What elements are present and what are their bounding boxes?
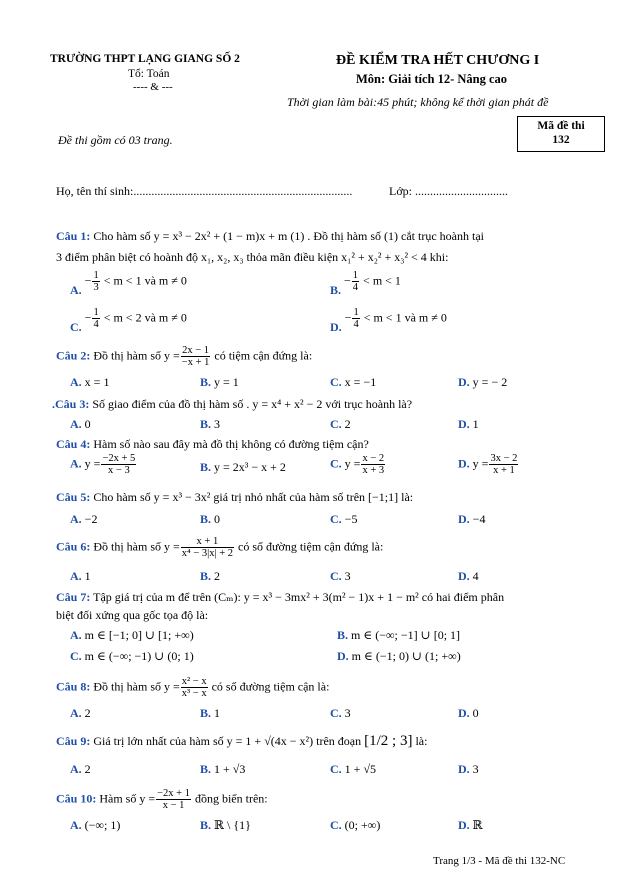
q5-option-c[interactable]: C. −5 (330, 512, 358, 526)
subject: Môn: Giải tích 12- Nâng cao (356, 72, 508, 86)
q9-option-b[interactable]: B. 1 + √3 (200, 762, 246, 776)
question-number: Câu 1: (56, 229, 91, 243)
q5-option-b[interactable]: B. 0 (200, 512, 221, 526)
exam-title: ĐỀ KIỂM TRA HẾT CHƯƠNG I (336, 53, 540, 68)
question-number: Câu 2: (56, 348, 91, 363)
q1-option-d[interactable]: D. − $\frac{1}{4}$ < m < 1 và m ≠ 0 (330, 307, 447, 335)
question-5: Câu 5: Cho hàm số y = x³ − 3x² giá trị nhỏ nhất của hàm số trên [−1;1] là: (56, 490, 414, 504)
student-name-field[interactable]: Họ, tên thí sinh:......................................................................... (56, 184, 353, 198)
q4-option-d[interactable]: D. y = $\frac{3x - 2}{x + 1}$ (458, 453, 518, 476)
question-7-line-2: biệt đối xứng qua gốc tọa độ là: (56, 608, 209, 622)
school-name: TRƯỜNG THPT LẠNG GIANG SỐ 2 (50, 53, 240, 65)
question-7: Câu 7: Tập giá trị của m để trên (Cₘ): y = x³ − 3mx² + 3(m² − 1)x + 1 − m² có hai điểm phân (56, 590, 505, 604)
exam-code-value: 132 (552, 134, 570, 146)
q1-option-b[interactable]: B. − $\frac{1}{4}$ < m < 1 (330, 270, 401, 298)
q9-option-a[interactable]: A. 2 (70, 762, 91, 776)
question-4: Câu 4: Hàm số nào sau đây mà đồ thị không có đường tiệm cận? (56, 437, 369, 451)
question-number: Câu 8: (56, 679, 91, 694)
interval: [1/2 ; 3] (364, 733, 413, 749)
q6-option-b[interactable]: B. 2 (200, 569, 221, 583)
question-2: Câu 2: Đồ thị hàm số y = $\frac{2x - 1}{-x + 1}$ có tiệm cận đứng là: (56, 345, 313, 368)
q10-option-d[interactable]: D. ℝ (458, 818, 483, 832)
q9-option-c[interactable]: C. 1 + √5 (330, 762, 377, 776)
question-1-line-2: 3 điểm phân biệt có hoành độ x₁, x₂, x₃ thỏa mãn điều kiện x₁² + x₂² + x₃² < 4 khi: (56, 250, 449, 264)
q2-option-c[interactable]: C. x = −1 (330, 375, 377, 389)
q6-option-d[interactable]: D. 4 (458, 569, 479, 583)
question-number: Câu 6: (56, 539, 91, 554)
q2-option-a[interactable]: A. x = 1 (70, 375, 110, 389)
q7-option-c[interactable]: C. m ∈ (−∞; −1) ∪ (0; 1) (70, 649, 194, 663)
q3-option-d[interactable]: D. 1 (458, 417, 479, 431)
question-number: .Câu 3: (52, 397, 90, 411)
page-footer: Trang 1/3 - Mã đề thi 132-NC (433, 855, 566, 867)
time-limit: Thời gian làm bài:45 phút; không kể thời gian phát đề (287, 95, 549, 109)
exam-code-label: Mã đề thi (537, 120, 585, 132)
question-number: Câu 9: (56, 734, 91, 748)
q6-option-a[interactable]: A. 1 (70, 569, 91, 583)
q8-option-d[interactable]: D. 0 (458, 706, 479, 720)
q5-option-d[interactable]: D. −4 (458, 512, 486, 526)
q5-option-a[interactable]: A. −2 (70, 512, 98, 526)
q10-option-a[interactable]: A. (−∞; 1) (70, 818, 121, 832)
question-number: Câu 10: (56, 791, 97, 806)
question-1 (56, 229, 583, 244)
q3-option-c[interactable]: C. 2 (330, 417, 351, 431)
q9-option-d[interactable]: D. 3 (458, 762, 479, 776)
q3-option-b[interactable]: B. 3 (200, 417, 221, 431)
q1-option-c[interactable]: C. − $\frac{1}{4}$ < m < 2 và m ≠ 0 (70, 307, 187, 335)
question-9: Câu 9: Giá trị lớn nhất của hàm số y = 1 + √(4x − x²) trên đoạn [1/2 ; 3] là: (56, 733, 428, 749)
q2-option-b[interactable]: B. y = 1 (200, 375, 239, 389)
q8-option-a[interactable]: A. 2 (70, 706, 91, 720)
exam-code-box (517, 116, 605, 152)
q7-option-a[interactable]: A. m ∈ [−1; 0] ∪ [1; +∞) (70, 628, 194, 642)
q6-option-c[interactable]: C. 3 (330, 569, 351, 583)
question-10: Câu 10: Hàm số y = $\frac{-2x + 1}{x - 1}$ đồng biến trên: (56, 788, 268, 811)
question-6: Câu 6: Đồ thị hàm số y = $\frac{x + 1}{\text{x⁴ − 3|x| + 2}}$ có số đường tiệm cận đứng là: (56, 536, 384, 559)
q4-option-c[interactable]: C. y = $\frac{x - 2}{x + 3}$ (330, 453, 385, 476)
q8-option-c[interactable]: C. 3 (330, 706, 351, 720)
question-text: Cho hàm số y = x³ − 2x² + (1 − m)x + m (1) . Đồ thị hàm số (1) cắt trục hoành tại (93, 229, 484, 243)
q3-option-a[interactable]: A. 0 (70, 417, 91, 431)
q10-option-c[interactable]: C. (0; +∞) (330, 818, 381, 832)
q8-option-b[interactable]: B. 1 (200, 706, 221, 720)
q7-option-d[interactable]: D. m ∈ (−1; 0) ∪ (1; +∞) (337, 649, 461, 663)
question-number: Câu 4: (56, 437, 91, 451)
q4-option-a[interactable]: A. y = $\frac{-2x + 5}{x - 3}$ (70, 453, 136, 476)
q4-option-b[interactable]: B. y = 2x³ − x + 2 (200, 460, 286, 474)
department: Tổ: Toán (128, 68, 170, 80)
pages-note: Đề thi gồm có 03 trang. (58, 133, 173, 147)
q7-option-b[interactable]: B. m ∈ (−∞; −1] ∪ [0; 1] (337, 628, 461, 642)
question-8: Câu 8: Đồ thị hàm số y = $\frac{\text{x² − x}}{\text{x³ − x}}$ có số đường tiệm cận là: (56, 676, 330, 699)
q2-option-d[interactable]: D. y = − 2 (458, 375, 508, 389)
question-number: Câu 7: (56, 590, 91, 604)
q1-option-a[interactable]: A. − $\frac{1}{3}$ < m < 1 và m ≠ 0 (70, 270, 187, 298)
ornament: ---- & --- (133, 81, 173, 93)
question-number: Câu 5: (56, 490, 91, 504)
q10-option-b[interactable]: B. ℝ \ {1} (200, 818, 251, 832)
class-field[interactable]: Lớp: ............................... (389, 184, 509, 198)
question-3: .Câu 3: Số giao điểm của đồ thị hàm số . y = x⁴ + x² − 2 với trục hoành là? (52, 397, 413, 411)
